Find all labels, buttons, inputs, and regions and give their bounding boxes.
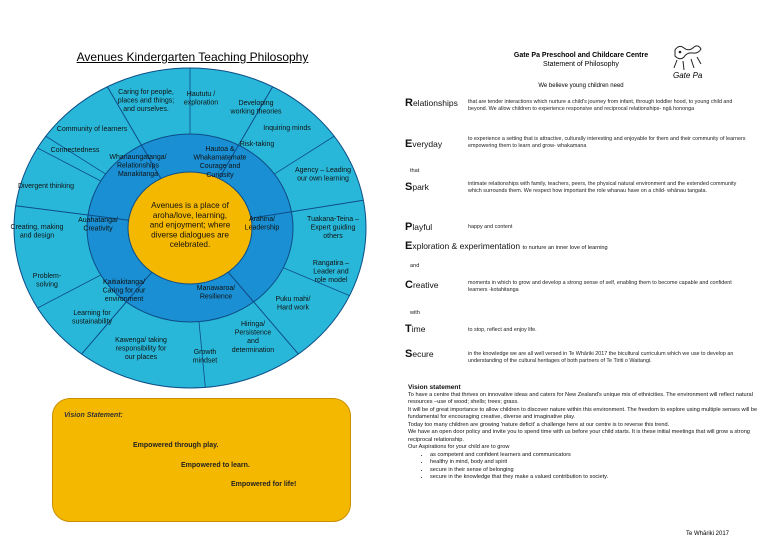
outer-community: Community of learners [56, 126, 128, 133]
vision-statement-box [52, 398, 351, 522]
statement-subtitle: Statement of Philosophy [543, 61, 619, 68]
outer-kawenga: Kawenga/ taking responsibility for our places [115, 337, 167, 362]
vision-line-3: Empowered for life! [231, 481, 297, 488]
page-title: Avenues Kindergarten Teaching Philosophy [76, 50, 309, 64]
aspiration-item: • healthy in mind, body and spirit [430, 459, 760, 467]
outer-agency: Agency – Leading our own learning [294, 167, 352, 183]
word-relationships: Relationships [405, 97, 458, 109]
def-everyday: to experience a setting that is attractive, culturally interesting and enjoyable for them and their community of learners empowering them to learn and grow- whakamana [468, 136, 746, 150]
intro-line: We believe young children need [538, 83, 624, 89]
philosophy-wheel [0, 0, 385, 400]
inner-auahatanga: Auahatanga/ Creativity [78, 217, 118, 233]
vision-statement [408, 384, 760, 482]
def-time: to stop, reflect and enjoy life. [468, 327, 537, 333]
word-everyday: Everyday [405, 138, 443, 150]
word-exploration: Exploration & experimentation to nurture an inner love of learning [405, 240, 608, 252]
centre-title: Gate Pa Preschool and Childcare Centre [513, 52, 649, 59]
vision-paragraph-3: Today too many children are growing 'nature deficit' a challenge here at our centre is to reverse this trend. [408, 421, 670, 428]
signature: Te Whāriki 2017 [686, 531, 730, 537]
word-time: Time [405, 323, 426, 335]
outer-developing: Developing working theories [230, 100, 282, 116]
inner-hautoa: Hautoa & Whakamatemate Courage and Curiosity [193, 146, 247, 179]
gate-pa-logo [667, 40, 707, 82]
vision-line-2: Empowered to learn. [181, 462, 250, 469]
outer-growth: Growth mindset [192, 349, 218, 365]
outer-tuakana: Tuakana-Teina – Expert guiding others [307, 216, 359, 241]
word-secure: Secure [405, 348, 434, 360]
inner-kaitiakitanga: Kaitiakitanga/ Caring for our environment [102, 279, 146, 304]
outer-risk: Risk-taking [239, 141, 275, 148]
vision-paragraph-1: To have a centre that thrives on innovative ideas and caters for New Zealand's unique mix of ethnicities. The environment will reflect natural resources –use of wood; shells; trees; grass. [408, 391, 753, 405]
outer-problem: Problem-solving [32, 273, 62, 289]
inner-manawaroa: Manawaroa/ Resilience [196, 285, 236, 301]
outer-hiringa: Hiringa/ Persistence and determination [231, 321, 275, 354]
outer-connectedness: Connectedness [50, 147, 100, 154]
def-relationships: that are tender interactions which nurture a child's journey from infant, through toddler hood, to young child and beyond. We allow children to experience responsive and reciprocal relationships- ngā hononga [468, 99, 733, 113]
aspiration-item: • secure in the knowledge that they make a valued contribution to society. [430, 474, 760, 482]
aspirations-list [408, 452, 760, 482]
def-playful: happy and content [468, 224, 513, 230]
aspirations-heading: Our Aspirations for your child are to grow [408, 444, 510, 450]
outer-haututu: Haututu / exploration [183, 91, 219, 107]
gate-pa-philosophy-page [388, 0, 776, 549]
aspiration-item: • secure in their sense of belonging [430, 467, 760, 475]
def-creative: moments in which to grow and develop a strong sense of self, enabling them to become capable and confident learners -kotahitanga [468, 280, 732, 294]
aspiration-item: • as competent and confident learners and communicators [430, 452, 760, 460]
def-spark: intimate relationships with family, teachers, peers, the physical natural environment and the extended community which surrounds them. We respect how important the role whanau have on a child- whānau tangata. [468, 181, 737, 195]
vision-line-1: Empowered through play. [133, 442, 219, 449]
vision-title: Vision Statement: [64, 412, 123, 419]
vision-heading: Vision statement [408, 384, 461, 391]
connector-with: with [410, 310, 420, 316]
outer-caring: Caring for people, places and things; and ourselves. [117, 89, 175, 114]
def-secure: in the knowledge we are all well versed in Te Whāriki 2017 the bicultural curriculum which we use to develop an understanding of the cultural heritages of both partners of Te Tiriti o Waitangi. [468, 351, 734, 365]
logo-text: Gate Pa [673, 71, 703, 80]
outer-rangatira: Rangatira – Leader and role model [312, 260, 350, 285]
connector-and: and [410, 263, 420, 269]
outer-puku: Puku mahi/ Hard work [275, 296, 311, 312]
vision-paragraph-4: We have an open door policy and invite you to spend time with us before your child starts. It is these initial meetings that will grow a strong reciprocal relationship. [408, 429, 750, 443]
word-playful: Playful [405, 221, 433, 233]
vision-paragraph-2: It will be of great importance to allow children to discover nature within this environment. The freedom to explore using multiple senses will be fundamental for encouraging creative, diverse and imaginative play. [408, 406, 758, 420]
word-creative: Creative [405, 279, 439, 291]
outer-sustain: Learning for sustainability [71, 310, 113, 326]
center-text: Avenues is a place of aroha/love, learning, and enjoyment; where diverse dialogues are celebrated. [149, 201, 231, 250]
outer-inquiring: Inquiring minds [263, 125, 311, 132]
connector-that: that [410, 168, 420, 174]
outer-divergent: Divergent thinking [17, 183, 75, 190]
inner-arahina: Arahina/ Leadership [244, 216, 280, 232]
word-spark: Spark [405, 181, 429, 193]
inner-whanaungatanga: Whanaungatanga/ Relationships Manakitanga [109, 154, 167, 179]
outer-creating: Creating, making and design [10, 224, 64, 240]
avenues-philosophy-page [0, 0, 385, 549]
